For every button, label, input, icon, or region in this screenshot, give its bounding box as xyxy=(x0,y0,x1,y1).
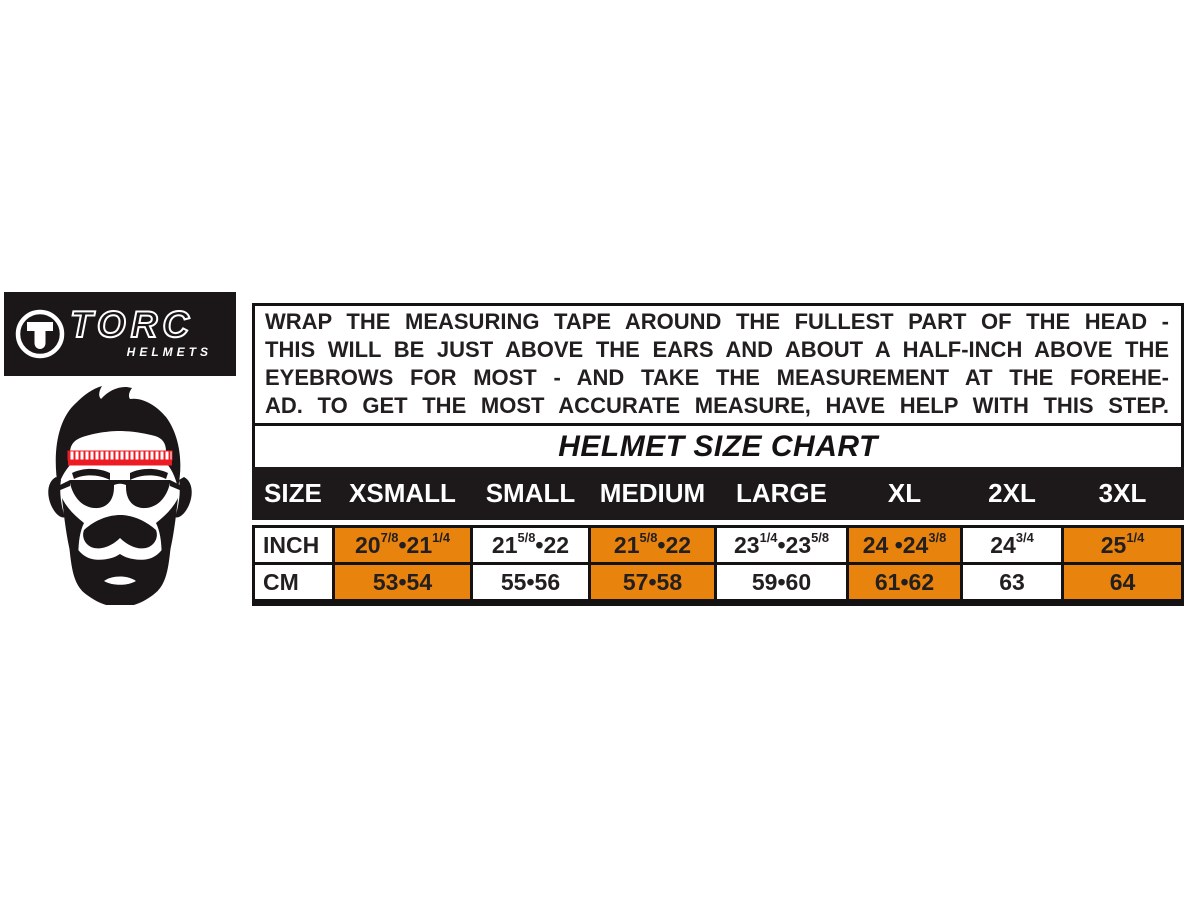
column-header-large: LARGE xyxy=(717,467,846,520)
brand-subtitle: HELMETS xyxy=(126,345,212,359)
size-value-cell: 23 1/4 •23 5/8 xyxy=(717,528,846,562)
size-value-cell: 61•62 xyxy=(849,565,960,599)
size-header-row xyxy=(252,467,1184,520)
size-value-cell: 59•60 xyxy=(717,565,846,599)
column-header-xsmall: XSMALL xyxy=(335,467,470,520)
instruction-line: WRAP THE MEASURING TAPE AROUND THE FULLEST PART OF THE HEAD - xyxy=(265,309,1169,334)
left-eyebrow xyxy=(72,469,110,480)
size-value-cell: 21 5/8 •22 xyxy=(473,528,588,562)
column-header-medium: MEDIUM xyxy=(591,467,714,520)
brand-text xyxy=(70,306,220,359)
size-value-cell: 21 5/8 •22 xyxy=(591,528,714,562)
instruction-line: EYEBROWS FOR MOST - AND TAKE THE MEASUREMENT AT THE FOREHE- xyxy=(265,365,1169,390)
row-label-cm: CM xyxy=(255,565,332,599)
size-value-cell: 25 1/4 xyxy=(1064,528,1181,562)
column-header-xl: XL xyxy=(849,467,960,520)
row-label-inch: INCH xyxy=(255,528,332,562)
measuring-tape-band xyxy=(68,451,172,466)
bearded-man-illustration xyxy=(42,383,198,605)
torc-logo xyxy=(4,292,236,376)
measuring-instructions xyxy=(252,303,1184,426)
size-value-cell: 55•56 xyxy=(473,565,588,599)
brand-name: TORC xyxy=(70,304,195,345)
size-value-cell: 24 3/4 xyxy=(963,528,1061,562)
size-value-cell: 20 7/8 •21 1/4 xyxy=(335,528,470,562)
left-ear xyxy=(48,477,65,517)
instruction-line: THIS WILL BE JUST ABOVE THE EARS AND ABOUT A HALF-INCH ABOVE THE xyxy=(265,337,1169,362)
size-value-cell: 53•54 xyxy=(335,565,470,599)
column-header-3xl: 3XL xyxy=(1064,467,1181,520)
sunglasses xyxy=(58,480,182,508)
mustache-shape xyxy=(83,515,157,548)
torc-t-icon xyxy=(14,308,66,360)
right-eyebrow xyxy=(130,469,168,480)
size-value-cell: 64 xyxy=(1064,565,1181,599)
size-value-cell: 57•58 xyxy=(591,565,714,599)
size-value-cell: 63 xyxy=(963,565,1061,599)
size-chart-panel xyxy=(252,303,1184,606)
column-header-small: SMALL xyxy=(473,467,588,520)
column-header-2xl: 2XL xyxy=(963,467,1061,520)
column-header-size: SIZE xyxy=(255,467,332,520)
instruction-line: AD. TO GET THE MOST ACCURATE MEASURE, HAVE HELP WITH THIS STEP. xyxy=(265,393,1169,418)
size-value-cell: 24 •24 3/8 xyxy=(849,528,960,562)
size-table xyxy=(252,525,1184,606)
beard-shape xyxy=(68,531,172,605)
chart-title: HELMET SIZE CHART xyxy=(252,426,1184,467)
